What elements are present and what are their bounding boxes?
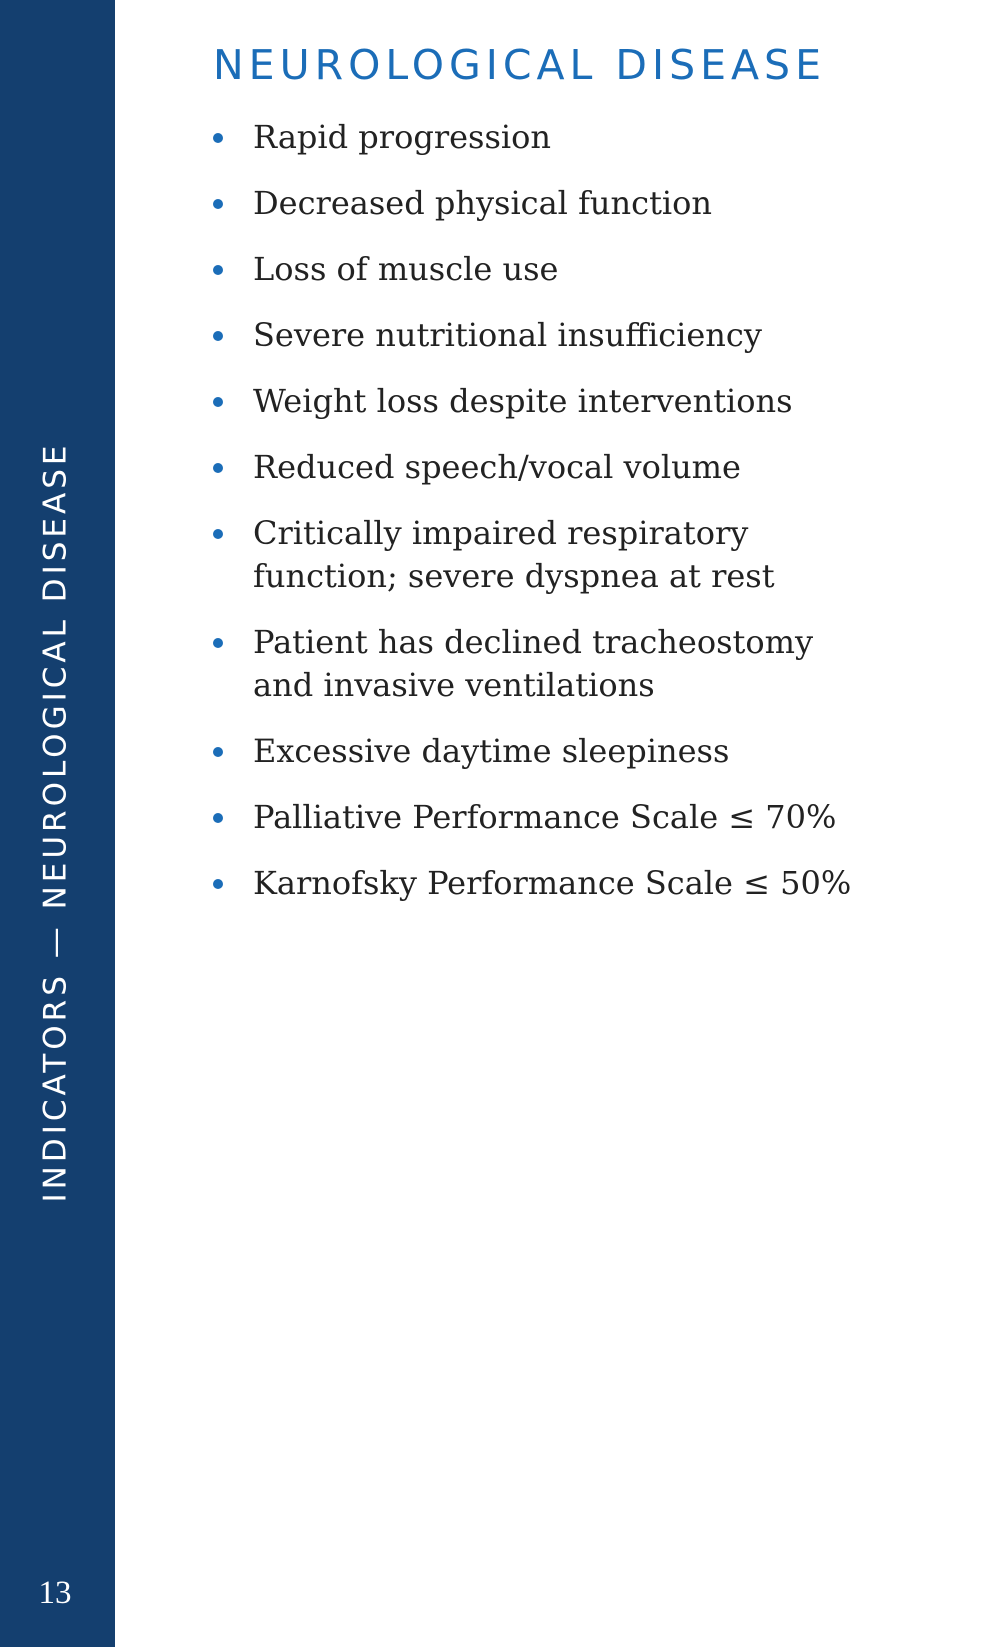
bullet-icon bbox=[213, 331, 223, 341]
list-item bbox=[213, 380, 853, 423]
bullet-icon bbox=[213, 638, 223, 648]
list-item bbox=[213, 730, 853, 773]
indicator-list bbox=[213, 116, 853, 928]
list-item-text: Weight loss despite interventions bbox=[253, 382, 793, 420]
list-item bbox=[213, 116, 853, 159]
bullet-icon bbox=[213, 133, 223, 143]
bullet-icon bbox=[213, 747, 223, 757]
list-item-text: Severe nutritional insufficiency bbox=[253, 316, 762, 354]
sidebar bbox=[0, 0, 115, 1647]
list-item-text: Decreased physical function bbox=[253, 184, 713, 222]
bullet-icon bbox=[213, 813, 223, 823]
bullet-icon bbox=[213, 199, 223, 209]
sidebar-section-label: INDICATORS — NEUROLOGICAL DISEASE bbox=[37, 441, 74, 1203]
page-title: NEUROLOGICAL DISEASE bbox=[213, 41, 826, 89]
list-item bbox=[213, 446, 853, 489]
list-item-text: Excessive daytime sleepiness bbox=[253, 732, 730, 770]
list-item bbox=[213, 182, 853, 225]
bullet-icon bbox=[213, 397, 223, 407]
list-item bbox=[213, 862, 853, 905]
list-item bbox=[213, 248, 853, 291]
list-item-text: Rapid progression bbox=[253, 118, 551, 156]
list-item-text: Reduced speech/vocal volume bbox=[253, 448, 741, 486]
bullet-icon bbox=[213, 265, 223, 275]
page-number: 13 bbox=[38, 1575, 72, 1611]
bullet-icon bbox=[213, 879, 223, 889]
bullet-icon bbox=[213, 529, 223, 539]
list-item-text: Karnofsky Performance Scale ≤ 50% bbox=[253, 864, 852, 902]
list-item bbox=[213, 512, 853, 598]
bullet-icon bbox=[213, 463, 223, 473]
list-item bbox=[213, 621, 853, 707]
list-item-text: Loss of muscle use bbox=[253, 250, 559, 288]
list-item bbox=[213, 796, 853, 839]
list-item-text: Patient has declined tracheostomy and invasive ventilations bbox=[253, 623, 814, 704]
list-item bbox=[213, 314, 853, 357]
list-item-text: Critically impaired respiratory function; severe dyspnea at rest bbox=[253, 514, 775, 595]
list-item-text: Palliative Performance Scale ≤ 70% bbox=[253, 798, 837, 836]
